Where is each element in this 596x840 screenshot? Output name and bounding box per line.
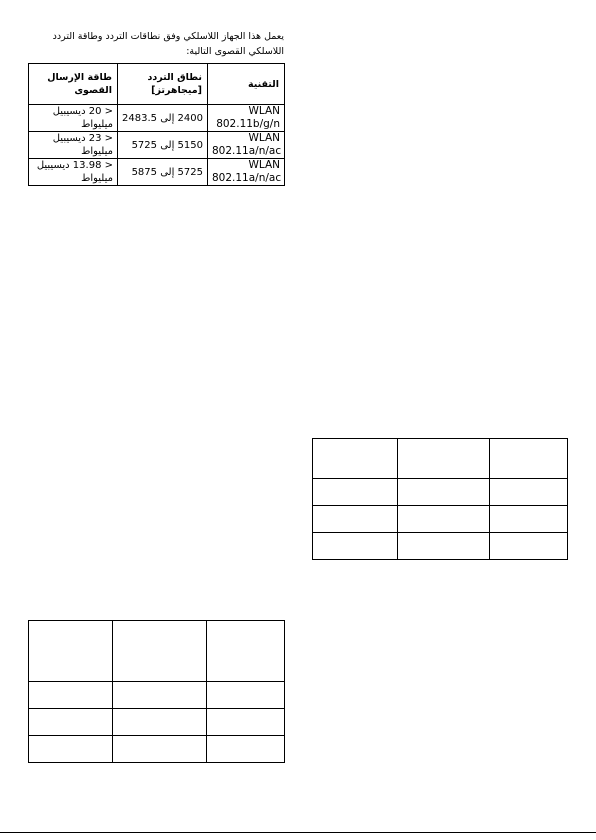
empty-cell (113, 709, 207, 736)
empty-cell (29, 709, 113, 736)
table-row (29, 159, 285, 186)
empty-cell (490, 479, 568, 506)
band-cell: 2400 إلى 2483.5 (118, 105, 208, 132)
empty-cell (313, 439, 398, 479)
empty-cell (398, 533, 490, 560)
power-cell: < 13.98 ديسيبيل ميليواط (29, 159, 118, 186)
empty-cell (29, 736, 113, 763)
frequency-band-table (28, 63, 285, 186)
table-row (313, 479, 568, 506)
empty-cell (490, 533, 568, 560)
band-cell: 5725 إلى 5875 (118, 159, 208, 186)
header-frequency-band: نطاق التردد [ميجاهرتز] (118, 64, 208, 105)
table-header-row (29, 64, 285, 105)
technology-cell: WLAN 802.11b/g/n (208, 105, 285, 132)
table-row (29, 105, 285, 132)
table-row (29, 621, 285, 682)
empty-cell (29, 621, 113, 682)
header-technology: التقنية (208, 64, 285, 105)
empty-cell (490, 506, 568, 533)
table-row (313, 506, 568, 533)
empty-cell (313, 533, 398, 560)
header-max-power: طاقة الإرسال القصوى (29, 64, 118, 105)
table-row (313, 533, 568, 560)
empty-cell (207, 709, 285, 736)
power-cell: < 23 ديسيبيل ميليواط (29, 132, 118, 159)
table-row (29, 736, 285, 763)
empty-cell (207, 736, 285, 763)
power-cell: < 20 ديسيبيل ميليواط (29, 105, 118, 132)
table-row (313, 439, 568, 479)
technology-cell: WLAN 802.11a/n/ac (208, 159, 285, 186)
empty-cell (398, 439, 490, 479)
empty-cell (207, 682, 285, 709)
table-row (29, 132, 285, 159)
empty-cell (313, 479, 398, 506)
empty-cell (29, 682, 113, 709)
empty-cell (398, 506, 490, 533)
empty-cell (113, 682, 207, 709)
band-cell: 5150 إلى 5725 (118, 132, 208, 159)
empty-table-left (28, 620, 285, 763)
empty-cell (398, 479, 490, 506)
intro-paragraph: يعمل هذا الجهاز اللاسلكي وفق نطاقات التردد وطاقة التردد اللاسلكي القصوى التالية: (52, 31, 284, 57)
table-row (29, 709, 285, 736)
table-row (29, 682, 285, 709)
empty-cell (113, 621, 207, 682)
empty-table-right (312, 438, 568, 560)
technology-cell: WLAN 802.11a/n/ac (208, 132, 285, 159)
page-bottom-rule (0, 832, 596, 833)
empty-cell (113, 736, 207, 763)
empty-cell (207, 621, 285, 682)
empty-cell (490, 439, 568, 479)
empty-cell (313, 506, 398, 533)
